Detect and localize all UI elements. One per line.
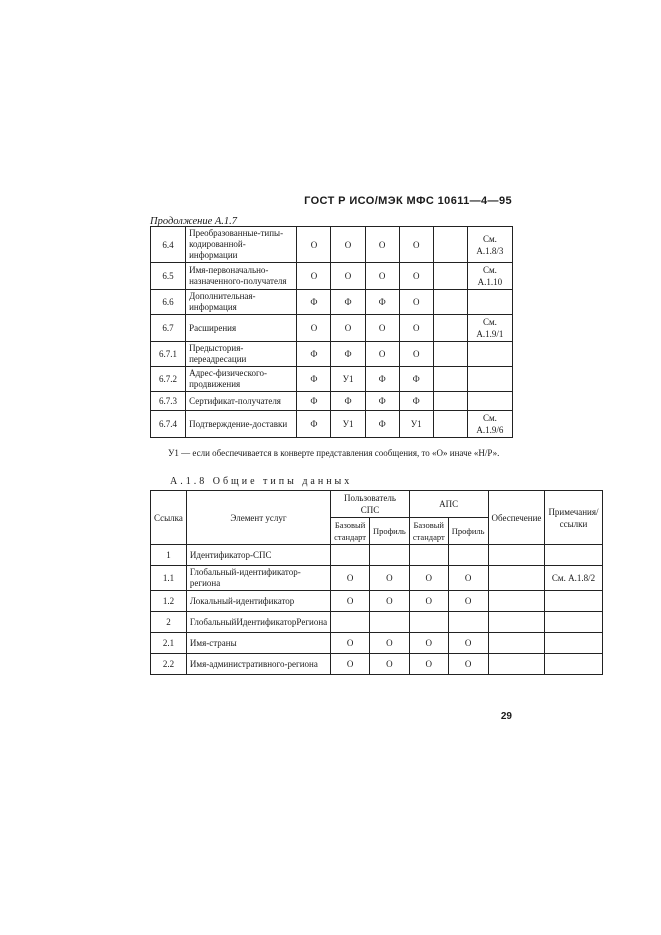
header-element: Элемент услуг bbox=[186, 491, 330, 545]
table-row bbox=[151, 392, 513, 411]
table-caption-a18: А.1.8 Общие типы данных bbox=[170, 476, 353, 487]
cell-c1: О bbox=[331, 591, 370, 612]
cell-c4 bbox=[448, 612, 488, 633]
cell-ref bbox=[545, 612, 602, 633]
cell-c3: О bbox=[365, 263, 399, 290]
row-element: Подтверждение-доставки bbox=[186, 411, 297, 438]
footnote-u1: У1 — если обеспечивается в конверте представления сообщения, то «О» иначе «Н/Р». bbox=[168, 448, 500, 458]
cell-c2: О bbox=[370, 566, 410, 591]
row-number: 1.1 bbox=[151, 566, 187, 591]
cell-c3: О bbox=[409, 654, 448, 675]
cell-c3: Ф bbox=[365, 411, 399, 438]
cell-c5 bbox=[488, 633, 545, 654]
header-base-std-2: Базовый стандарт bbox=[409, 518, 448, 545]
cell-c1: О bbox=[331, 633, 370, 654]
row-element: Идентификатор-СПС bbox=[186, 545, 330, 566]
table-common-data-types bbox=[150, 490, 603, 675]
row-element: Локальный-идентификатор bbox=[186, 591, 330, 612]
cell-c1: Ф bbox=[297, 367, 331, 392]
cell-c3 bbox=[409, 545, 448, 566]
cell-c2: У1 bbox=[331, 411, 365, 438]
cell-c4: О bbox=[448, 591, 488, 612]
cell-c1: Ф bbox=[297, 392, 331, 411]
header-ref: Ссылка bbox=[151, 491, 187, 545]
cell-c4: О bbox=[399, 227, 433, 263]
cell-c4 bbox=[448, 545, 488, 566]
header-profile-2: Профиль bbox=[448, 518, 488, 545]
cell-c2: О bbox=[370, 591, 410, 612]
cell-c4: О bbox=[399, 342, 433, 367]
cell-c3: О bbox=[365, 315, 399, 342]
table-row bbox=[151, 591, 603, 612]
table-row bbox=[151, 545, 603, 566]
cell-c5 bbox=[488, 545, 545, 566]
row-number: 6.7.2 bbox=[151, 367, 186, 392]
cell-c4: О bbox=[448, 633, 488, 654]
header-notes: Примечания/ссылки bbox=[545, 491, 602, 545]
cell-c1: О bbox=[297, 263, 331, 290]
cell-c5 bbox=[433, 342, 467, 367]
row-element: Имя-первоначально-назначенного-получателя bbox=[186, 263, 297, 290]
cell-c4: Ф bbox=[399, 367, 433, 392]
cell-c3: О bbox=[409, 591, 448, 612]
row-element: Адрес-физического-продвижения bbox=[186, 367, 297, 392]
cell-c5 bbox=[433, 263, 467, 290]
row-number: 6.6 bbox=[151, 290, 186, 315]
row-element: ГлобальныйИдентификаторРегиона bbox=[186, 612, 330, 633]
row-number: 6.7.1 bbox=[151, 342, 186, 367]
cell-c3 bbox=[409, 612, 448, 633]
cell-ref bbox=[467, 392, 512, 411]
row-element: Имя-административного-региона bbox=[186, 654, 330, 675]
row-number: 6.5 bbox=[151, 263, 186, 290]
cell-c5 bbox=[433, 411, 467, 438]
row-element: Предыстория-переадресации bbox=[186, 342, 297, 367]
cell-c3: О bbox=[365, 342, 399, 367]
cell-c1: О bbox=[297, 315, 331, 342]
cell-c1: О bbox=[331, 566, 370, 591]
row-element: Имя-страны bbox=[186, 633, 330, 654]
cell-c1: Ф bbox=[297, 411, 331, 438]
cell-c3: О bbox=[409, 566, 448, 591]
cell-c5 bbox=[488, 566, 545, 591]
cell-ref: См. А.1.10 bbox=[467, 263, 512, 290]
cell-c4: О bbox=[399, 315, 433, 342]
row-number: 6.7 bbox=[151, 315, 186, 342]
row-number: 1 bbox=[151, 545, 187, 566]
table-row bbox=[151, 315, 513, 342]
row-number: 1.2 bbox=[151, 591, 187, 612]
cell-c5 bbox=[433, 315, 467, 342]
cell-c2: Ф bbox=[331, 290, 365, 315]
row-number: 2.2 bbox=[151, 654, 187, 675]
header-ans: АПС bbox=[409, 491, 488, 518]
cell-c2: О bbox=[331, 263, 365, 290]
cell-c2: О bbox=[331, 315, 365, 342]
header-provision: Обеспечение bbox=[488, 491, 545, 545]
cell-c2: У1 bbox=[331, 367, 365, 392]
row-number: 6.7.4 bbox=[151, 411, 186, 438]
cell-c1 bbox=[331, 612, 370, 633]
table-services-continued bbox=[150, 226, 513, 438]
table-row bbox=[151, 566, 603, 591]
cell-c2: Ф bbox=[331, 392, 365, 411]
cell-c2: Ф bbox=[331, 342, 365, 367]
row-element: Преобразованные-типы-кодированной-информации bbox=[186, 227, 297, 263]
document-header: ГОСТ Р ИСО/МЭК МФС 10611—4—95 bbox=[304, 195, 512, 207]
table-row bbox=[151, 367, 513, 392]
row-element: Дополнительная-информация bbox=[186, 290, 297, 315]
cell-c1: Ф bbox=[297, 290, 331, 315]
cell-ref bbox=[545, 591, 602, 612]
cell-ref bbox=[545, 633, 602, 654]
cell-c2: О bbox=[370, 654, 410, 675]
cell-c4: О bbox=[448, 654, 488, 675]
cell-c5 bbox=[433, 227, 467, 263]
row-number: 6.4 bbox=[151, 227, 186, 263]
cell-ref: См. А.1.9/1 bbox=[467, 315, 512, 342]
cell-c5 bbox=[433, 367, 467, 392]
cell-c3: О bbox=[365, 227, 399, 263]
cell-c1: О bbox=[297, 227, 331, 263]
cell-ref bbox=[467, 367, 512, 392]
cell-ref bbox=[545, 654, 602, 675]
cell-c2: О bbox=[370, 633, 410, 654]
table-row bbox=[151, 227, 513, 263]
row-number: 2 bbox=[151, 612, 187, 633]
cell-ref bbox=[467, 342, 512, 367]
cell-c5 bbox=[433, 290, 467, 315]
cell-ref bbox=[545, 545, 602, 566]
cell-c3: Ф bbox=[365, 392, 399, 411]
table-row bbox=[151, 654, 603, 675]
table-row bbox=[151, 290, 513, 315]
table-row bbox=[151, 263, 513, 290]
cell-ref: См. А.1.8/3 bbox=[467, 227, 512, 263]
table-row bbox=[151, 342, 513, 367]
row-number: 6.7.3 bbox=[151, 392, 186, 411]
header-profile-1: Профиль bbox=[370, 518, 410, 545]
cell-c4: О bbox=[399, 290, 433, 315]
cell-c4: Ф bbox=[399, 392, 433, 411]
cell-c5 bbox=[488, 654, 545, 675]
table-row bbox=[151, 612, 603, 633]
header-user-sps: Пользователь СПС bbox=[331, 491, 410, 518]
table-row bbox=[151, 633, 603, 654]
cell-c2 bbox=[370, 545, 410, 566]
continuation-label: Продолжение А.1.7 bbox=[150, 216, 238, 227]
cell-c5 bbox=[433, 392, 467, 411]
cell-c1 bbox=[331, 545, 370, 566]
row-element: Сертификат-получателя bbox=[186, 392, 297, 411]
cell-c4: У1 bbox=[399, 411, 433, 438]
cell-c4: О bbox=[448, 566, 488, 591]
cell-c2 bbox=[370, 612, 410, 633]
cell-c3: Ф bbox=[365, 367, 399, 392]
row-element: Расширения bbox=[186, 315, 297, 342]
cell-c1: Ф bbox=[297, 342, 331, 367]
cell-ref bbox=[467, 290, 512, 315]
cell-c4: О bbox=[399, 263, 433, 290]
cell-c5 bbox=[488, 612, 545, 633]
row-element: Глобальный-идентификатор-региона bbox=[186, 566, 330, 591]
cell-ref: См. А.1.9/6 bbox=[467, 411, 512, 438]
cell-c3: Ф bbox=[365, 290, 399, 315]
cell-ref: См. А.1.8/2 bbox=[545, 566, 602, 591]
table-row bbox=[151, 411, 513, 438]
cell-c5 bbox=[488, 591, 545, 612]
cell-c2: О bbox=[331, 227, 365, 263]
header-base-std-1: Базовый стандарт bbox=[331, 518, 370, 545]
page-number: 29 bbox=[500, 711, 512, 722]
cell-c3: О bbox=[409, 633, 448, 654]
cell-c1: О bbox=[331, 654, 370, 675]
row-number: 2.1 bbox=[151, 633, 187, 654]
